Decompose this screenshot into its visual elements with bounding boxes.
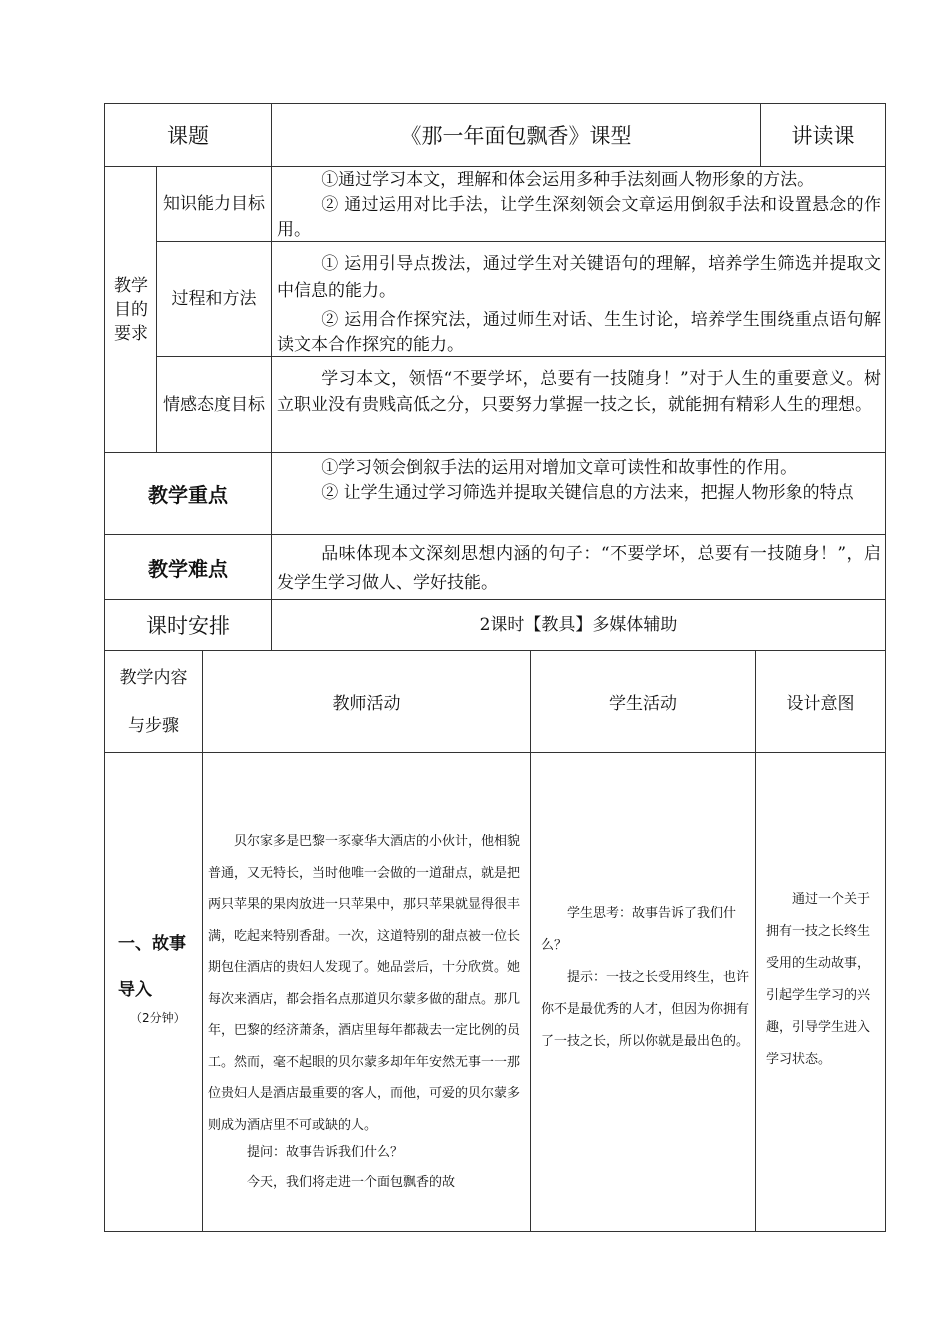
steps-content-header-line-2: 与步骤 bbox=[128, 715, 179, 736]
key-point-1: ①学习领会倒叙手法的运用对增加文章可读性和故事性的作用。 bbox=[321, 458, 798, 478]
rule bbox=[271, 103, 272, 651]
difficulties-content: 品味体现本文深刻思想内涵的句子：“不要学坏，总要有一技随身！”，启发学生学习做人、学好技能。 bbox=[277, 544, 881, 593]
step1-teacher-activity bbox=[208, 826, 524, 1228]
schedule-label: 课时安排 bbox=[146, 614, 230, 638]
step1-title-line-2: 导入 bbox=[118, 980, 152, 1000]
rule bbox=[156, 166, 157, 452]
knowledge-line-1: ①通过学习本文，理解和体会运用多种手法刻画人物形象的方法。 bbox=[321, 170, 815, 190]
step1-duration: （2分钟） bbox=[130, 1011, 186, 1025]
student-activity-header: 学生活动 bbox=[609, 694, 677, 714]
teacher-story: 贝尔家多是巴黎一豕豪华大酒店的小伙计，他相貌普通，又无特长，当时他唯一会做的一道甜点，就是把两只苹果的果肉放进一只苹果中，那只苹果就显得很丰满，吃起来特别香甜。一次，这道特别的甜点被一位长期包住酒店的贵妇人发现了。她品尝后，十分欣赏。她每次来酒店，都会指名点那道贝尔蒙多做的甜点。那几年，巴黎的经济萧条，酒店里每年都裁去一定比例的员工。然而，毫不起眼的贝尔蒙多却年年安然无事一一那位贵妇人是酒店最重要的客人，而他，可爱的贝尔蒙多则成为酒店里不可或缺的人。 bbox=[208, 834, 521, 1133]
key-points-content bbox=[277, 456, 881, 534]
emotion-label: 情感态度目标 bbox=[163, 394, 265, 415]
teacher-activity-header: 教师活动 bbox=[332, 694, 401, 714]
difficulties-label: 教学难点 bbox=[148, 556, 228, 581]
student-hint: 提示：一技之长受用终生，也许你不是最优秀的人才，但因为你拥有了一技之长，所以你就是最出色的。 bbox=[541, 970, 750, 1049]
design-intent-header: 设计意图 bbox=[786, 694, 855, 714]
knowledge-label: 知识能力目标 bbox=[163, 194, 265, 214]
step1-design-intent: 通过一个关于拥有一技之长终生受用的生动故事，引起学生学习的兴趣，引导学生进入学习状态。 bbox=[766, 892, 871, 1067]
teacher-tail: 今天，我们将走进一个面包飘香的故 bbox=[247, 1174, 456, 1190]
key-points-label: 教学重点 bbox=[148, 483, 228, 507]
lesson-type: 讲读课 bbox=[791, 124, 855, 148]
process-content bbox=[277, 251, 881, 355]
rule bbox=[104, 752, 886, 753]
steps-content-header-line-1: 教学内容 bbox=[119, 667, 188, 688]
process-line-2: ② 运用合作探究法，通过师生对话、生生讨论，培养学生围绕重点语句解读文本合作探究的能力。 bbox=[277, 310, 881, 355]
rule bbox=[104, 1231, 886, 1232]
rule bbox=[885, 650, 886, 1232]
student-think: 学生思考：故事告诉了我们什么？ bbox=[541, 906, 737, 953]
teacher-question: 提问：故事告诉我们什么？ bbox=[247, 1145, 404, 1160]
step1-title-line-1: 一、故事 bbox=[118, 934, 186, 954]
objectives-group-label: 教学目的要求 bbox=[114, 275, 148, 344]
step1-student-activity bbox=[541, 898, 751, 1098]
topic-title: 《那一年面包飘香》课型 bbox=[400, 124, 632, 148]
knowledge-content bbox=[277, 168, 881, 241]
rule bbox=[885, 103, 886, 651]
schedule-content: 2课时【教具】多媒体辅助 bbox=[479, 615, 678, 635]
step1-title bbox=[108, 920, 200, 1040]
knowledge-line-2: ② 通过运用对比手法，让学生深刻领会文章运用倒叙手法和设置悬念的作用。 bbox=[277, 195, 881, 240]
steps-content-header bbox=[105, 651, 202, 752]
key-point-2: ② 让学生通过学习筛选并提取关键信息的方法来，把握人物形象的特点 bbox=[321, 483, 854, 503]
process-line-1: ① 运用引导点拨法，通过学生对关键语句的理解，培养学生筛选并提取文中信息的能力。 bbox=[277, 254, 881, 301]
process-label: 过程和方法 bbox=[171, 289, 257, 309]
emotion-content: 学习本文，领悟“不要学坏，总要有一技随身！”对于人生的重要意义。树立职业没有贵贱高低之分，只要努力掌握一技之长，就能拥有精彩人生的理想。 bbox=[277, 369, 881, 415]
topic-label: 课题 bbox=[167, 124, 209, 148]
